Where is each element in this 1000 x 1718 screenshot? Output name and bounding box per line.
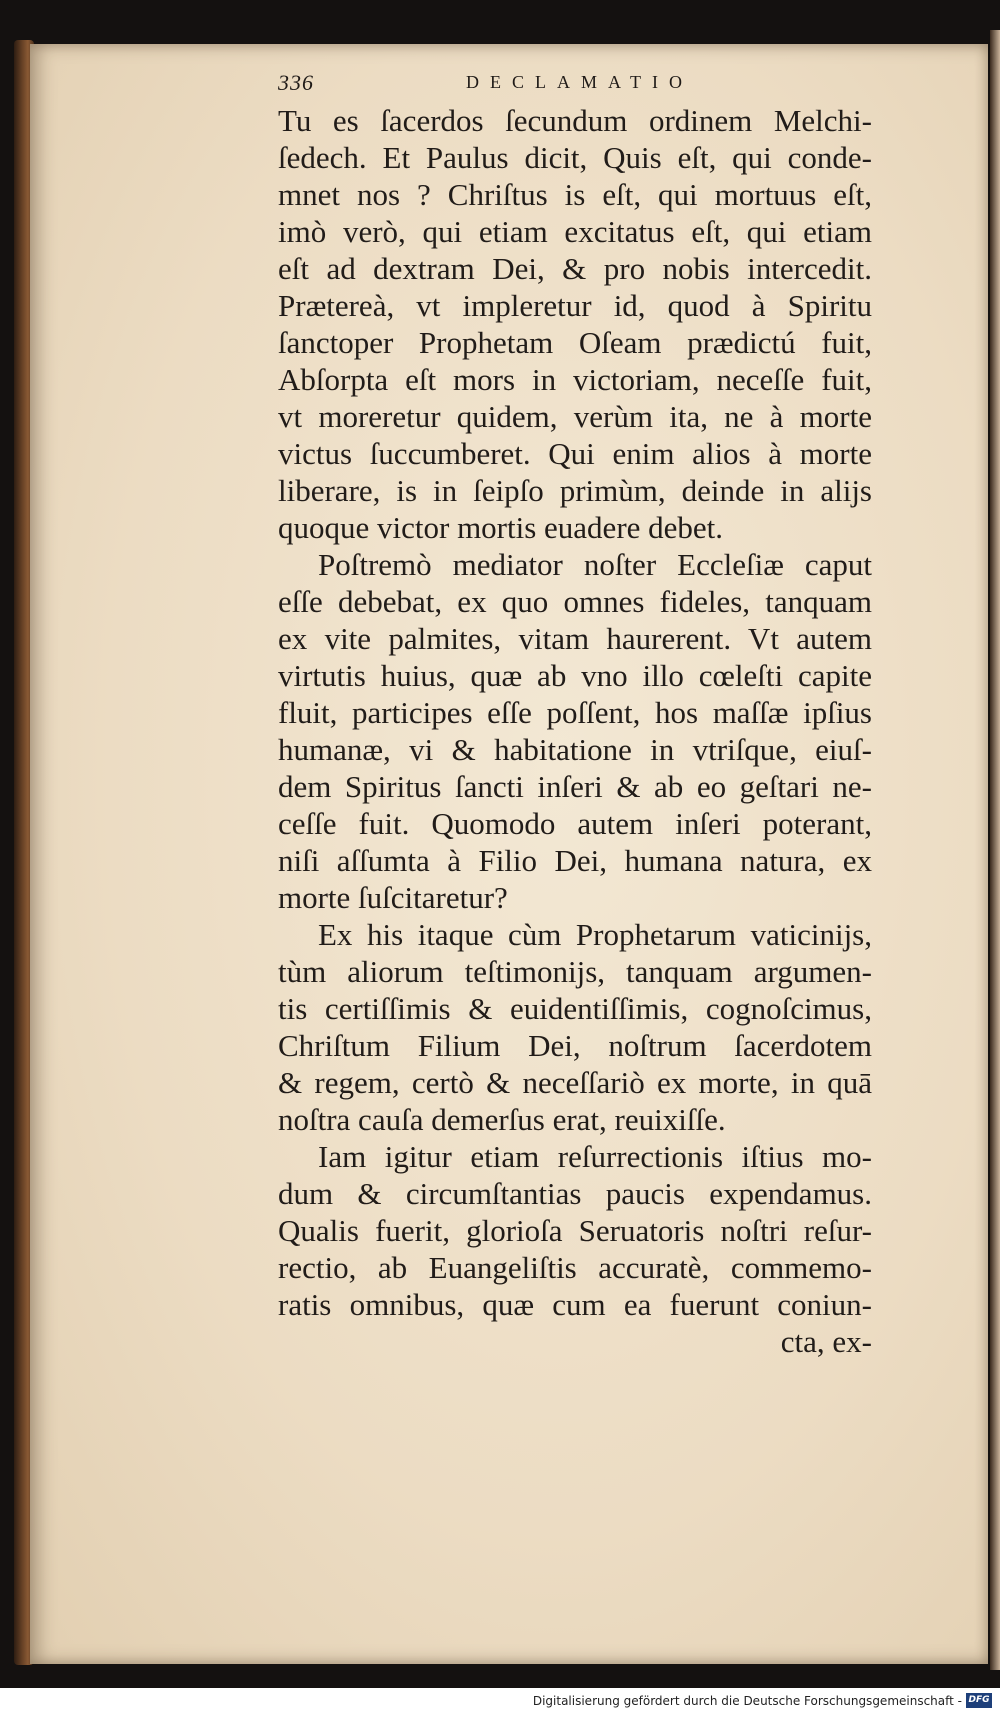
body-text [278,102,872,1360]
text-line: noſtra cauſa demerſus erat, reuixiſſe. [278,1102,726,1137]
text-line: humanæ, vi & habitatione in vtriſque, eiuſ- [278,732,872,767]
text-line: Tu es ſacerdos ſecundum ordinem Melchi- [278,103,872,138]
footer-bar [0,1688,1000,1718]
text-line: ceſſe fuit. Quomodo autem inſeri poterant, [278,806,872,841]
page-number: 336 [278,70,314,95]
text-line: victus ſuccumberet. Qui enim alios à morte [278,436,872,471]
text-line: eſt ad dextram Dei, & pro nobis intercedit. [278,251,872,286]
text-line: Abſorpta eſt mors in victoriam, neceſſe fuit, [278,362,872,397]
text-line: niſi aſſumta à Filio Dei, humana natura, ex [278,843,872,878]
text-line: dum & circumſtantias paucis expendamus. [278,1176,872,1211]
text-line: imò verò, qui etiam excitatus eſt, qui etiam [278,214,872,249]
text-line: Iam igitur etiam reſurrectionis iſtius mo- [318,1139,872,1174]
running-head: DECLAMATIO [466,72,693,92]
catchword: cta, ex- [780,1324,872,1359]
text-line: ſanctoper Prophetam Oſeam prædictú fuit, [278,325,872,360]
text-line: vt moreretur quidem, verùm ita, ne à morte [278,399,872,434]
text-line: ex vite palmites, vitam haurerent. Vt autem [278,621,872,656]
page-header [278,70,898,100]
text-line: Prætereà, vt impleretur id, quod à Spiritu [278,288,872,323]
text-line: tùm aliorum teſtimonijs, tanquam argumen- [278,954,872,989]
page-edge [990,30,1000,1670]
text-line: ſedech. Et Paulus dicit, Quis eſt, qui conde- [278,140,872,175]
text-line: dem Spiritus ſancti inſeri & ab eo geſtari ne- [278,769,872,804]
text-line: mnet nos ? Chriſtus is eſt, qui mortuus eſt, [278,177,872,212]
text-line: Chriſtum Filium Dei, noſtrum ſacerdotem [278,1028,872,1063]
text-line: fluit, participes eſſe poſſent, hos maſſæ ipſius [278,695,872,730]
text-line: liberare, is in ſeipſo primùm, deinde in alijs [278,473,872,508]
text-line: Poſtremò mediator noſter Eccleſiæ caput [318,547,872,582]
text-line: ratis omnibus, quæ cum ea fuerunt coniun- [278,1287,872,1322]
text-line: Qualis fuerit, glorioſa Seruatoris noſtri reſur- [278,1213,872,1248]
text-line: rectio, ab Euangeliſtis accuratè, commemo- [278,1250,872,1285]
funding-credit: Digitalisierung gefördert durch die Deutsche Forschungsgemeinschaft - [532,1694,962,1708]
text-line: tis certiſſimis & euidentiſſimis, cognoſcimus, [278,991,872,1026]
text-line: quoque victor mortis euadere debet. [278,510,724,545]
text-line: virtutis huius, quæ ab vno illo cœleſti capite [278,658,872,693]
text-line: eſſe debebat, ex quo omnes fideles, tanquam [278,584,872,619]
text-line: Ex his itaque cùm Prophetarum vaticinijs, [318,917,872,952]
text-line: morte ſuſcitaretur? [278,880,508,915]
dfg-logo-icon: DFG [966,1693,992,1708]
text-line: & regem, certò & neceſſariò ex morte, in quā [278,1065,872,1100]
